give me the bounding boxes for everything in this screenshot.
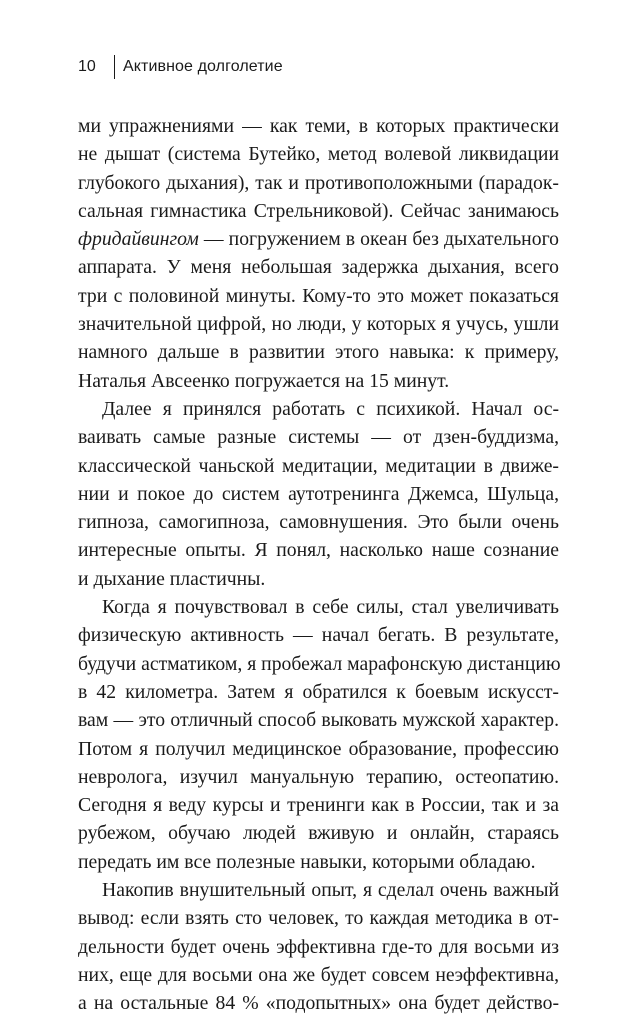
running-title: Активное долголетие bbox=[123, 58, 283, 75]
header-divider bbox=[114, 55, 115, 79]
text-line: а на остальные 84 % «подопытных» она будет действо- bbox=[78, 992, 559, 1015]
text-line: невролога, изучил мануальную терапию, остеопатию. bbox=[78, 765, 559, 788]
text-line: гипноза, самогипноза, самовнушения. Это были очень bbox=[78, 511, 559, 534]
text-line: намного дальше в развитии этого навыка: к примеру, bbox=[78, 341, 559, 364]
text-line: и дыхание пластичны. bbox=[78, 567, 266, 590]
text-line: Потом я получил медицинское образование, профессию bbox=[78, 737, 559, 760]
text-line: нии и покое до систем аутотренинга Джемса, Шульца, bbox=[78, 482, 559, 505]
text-line: классической чаньской медитации, медитации в движе- bbox=[78, 454, 559, 477]
text-line: будучи астматиком, я пробежал марафонскую дистанцию bbox=[78, 652, 561, 675]
text-line: вывод: если взять сто человек, то каждая методика в от- bbox=[78, 907, 559, 930]
text-line: рубежом, обучаю людей вживую и онлайн, стараясь bbox=[78, 822, 559, 845]
text-line: ми упражнениями — как теми, в которых практически bbox=[78, 115, 559, 137]
text-line: значительной цифрой, но люди, у которых я учусь, ушли bbox=[78, 313, 559, 336]
text-line: Далее я принялся работать с психикой. Начал ос- bbox=[102, 397, 559, 420]
text-line: Когда я почувствовал в себе силы, стал увеличивать bbox=[102, 596, 559, 619]
paragraph bbox=[78, 112, 559, 395]
paragraph bbox=[78, 876, 559, 1017]
text-line bbox=[78, 225, 559, 253]
paragraph bbox=[78, 395, 559, 593]
italic-term: фридайвингом bbox=[78, 228, 199, 251]
text-line: передать им все полезные навыки, которыми обладаю. bbox=[78, 850, 536, 873]
text-line: вам — это отличный способ выковать мужской характер. bbox=[78, 709, 559, 732]
text-line-rest: — погружением в океан без дыхательного bbox=[198, 228, 559, 251]
text-line: аппарата. У меня небольшая задержка дыхания, всего bbox=[78, 256, 559, 279]
text-line: не дышат (система Бутейко, метод волевой ликвидации bbox=[78, 143, 559, 166]
text-line: интересные опыты. Я понял, насколько наше сознание bbox=[78, 539, 559, 562]
text-line: Наталья Авсеенко погружается на 15 минут. bbox=[78, 369, 450, 392]
text-line: сальная гимнастика Стрельниковой). Сейчас занимаюсь bbox=[78, 199, 559, 222]
text-line: них, еще для восьми она же будет совсем неэффективна, bbox=[78, 963, 559, 986]
text-line: три с половиной минуты. Кому-то это может показаться bbox=[78, 284, 559, 307]
text-line: физическую активность — начал бегать. В результате, bbox=[78, 624, 559, 647]
text-line: Сегодня я веду курсы и тренинги как в России, так и за bbox=[78, 794, 559, 817]
text-line: глубокого дыхания), так и противоположными (парадок- bbox=[78, 171, 559, 194]
paragraph bbox=[78, 593, 559, 876]
running-header bbox=[78, 54, 283, 80]
page-number: 10 bbox=[78, 58, 96, 75]
text-line: Накопив внушительный опыт, я сделал очень важный bbox=[102, 879, 559, 902]
text-line: ваивать самые разные системы — от дзен-буддизма, bbox=[78, 426, 559, 449]
text-line: дельности будет очень эффективна где-то для восьми из bbox=[78, 935, 559, 958]
body-text bbox=[78, 112, 559, 1018]
text-line: в 42 километра. Затем я обратился к боевым искусст- bbox=[78, 680, 559, 703]
